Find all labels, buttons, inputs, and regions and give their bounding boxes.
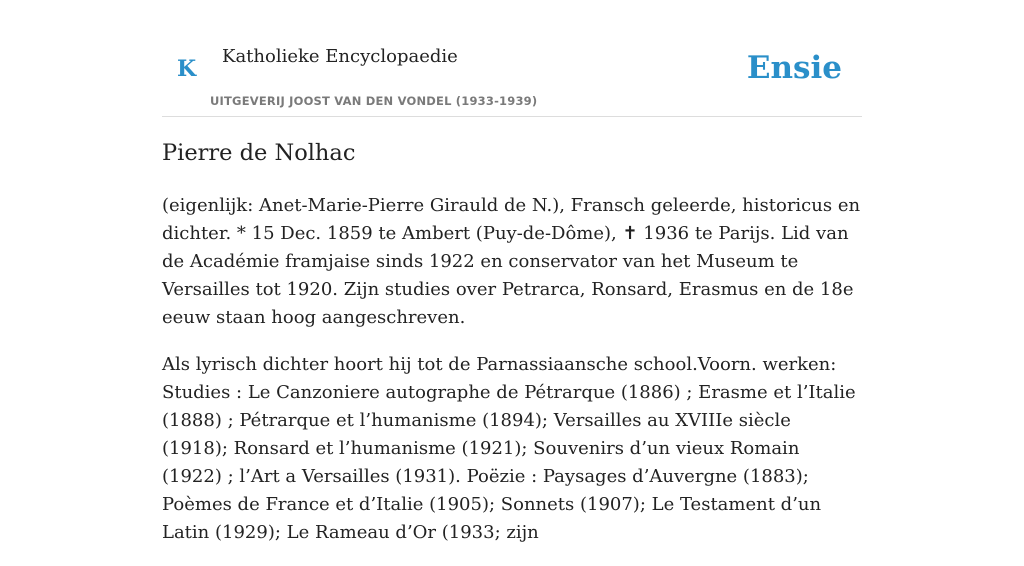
article-body bbox=[162, 192, 862, 566]
ensie-brand-link[interactable]: Ensie bbox=[746, 50, 842, 86]
article-paragraph: Als lyrisch dichter hoort hij tot de Parnassiaansche school.Voorn. werken: Studies : Le Canzoniere autographe de Pétrarque (1886) ; Erasme et l’Italie (1888) ; Pétrarque et l’humanisme (1894); Versailles au XVIIIe siècle (1918); Ronsard et l’humanisme (1921); Souvenirs d’un vieux Romain (1922) ; l’Art a Versailles (1931). Poëzie : Paysages d’Auvergne (1883); Poèmes de France et d’Italie (1905); Sonnets (1907); Le Testament d’un Latin (1929); Le Rameau d’Or (1933; zijn bbox=[162, 354, 856, 543]
article-title: Pierre de Nolhac bbox=[162, 140, 356, 166]
site-header bbox=[162, 0, 862, 117]
encyclopedia-logo[interactable]: K bbox=[177, 56, 197, 82]
publisher-subtitle: UITGEVERIJ JOOST VAN DEN VONDEL (1933-1939) bbox=[210, 94, 538, 108]
article-paragraph: (eigenlijk: Anet-Marie-Pierre Girauld de N.), Fransch geleerde, historicus en dichter. * 15 Dec. 1859 te Ambert (Puy-de-Dôme), ✝ 1936 te Parijs. Lid van de Académie framjaise sinds 1922 en conservator van het Museum te Versailles tot 1920. Zijn studies over Petrarca, Ronsard, Erasmus en de 18e eeuw staan hoog aangeschreven. bbox=[162, 195, 861, 328]
encyclopedia-title[interactable]: Katholieke Encyclopaedie bbox=[222, 46, 458, 67]
